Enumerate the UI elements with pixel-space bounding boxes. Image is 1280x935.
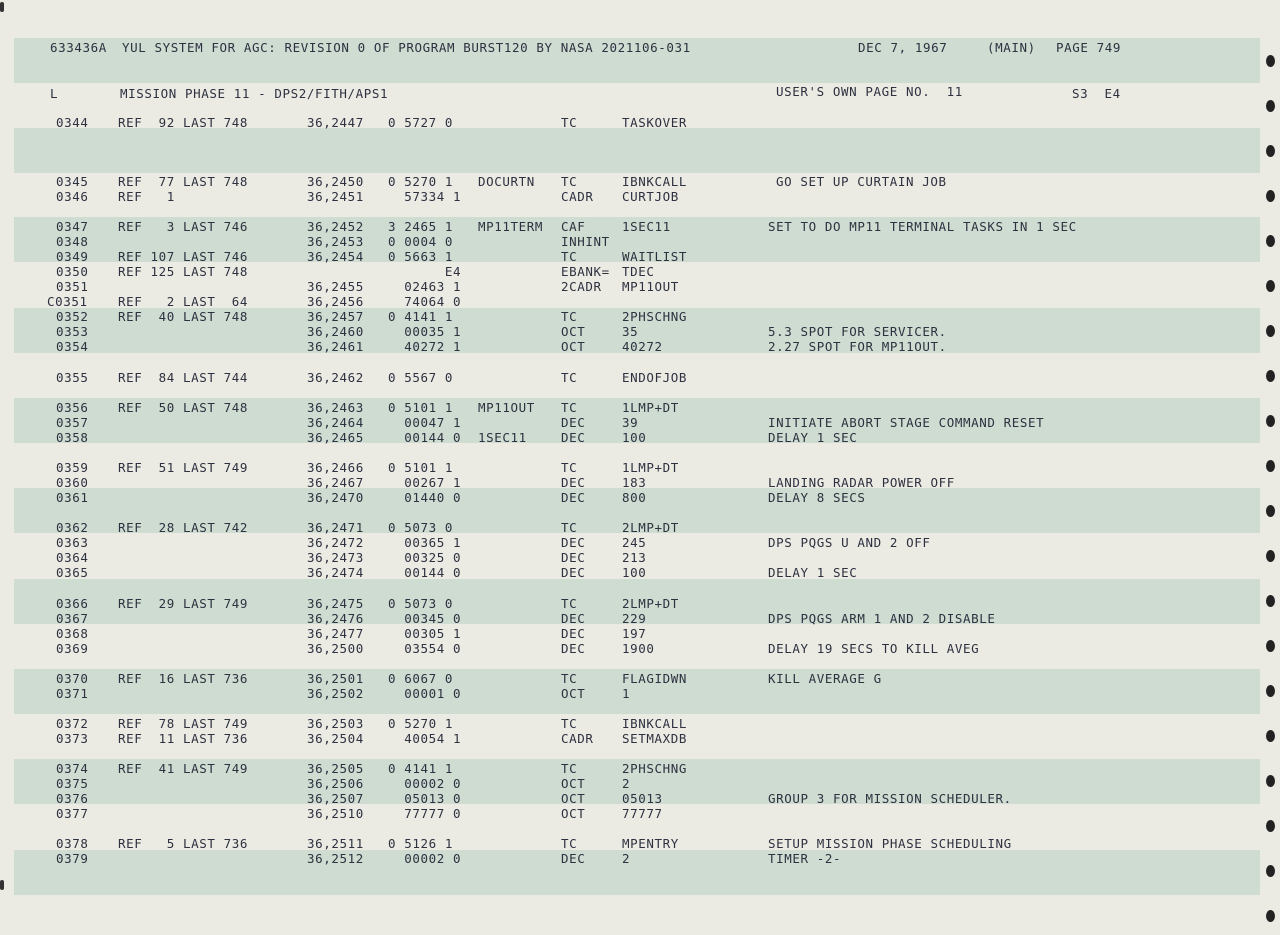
sprocket-hole (1266, 370, 1275, 382)
opcode: DEC (561, 626, 586, 641)
address: 36,2510 (307, 806, 364, 821)
machine-code: 0 6067 0 (388, 671, 454, 686)
line-number: 0362 (56, 520, 89, 535)
ref-info: REF 51 LAST 749 (118, 460, 249, 475)
operand: 1900 (622, 641, 655, 656)
address: 36,2500 (307, 641, 364, 656)
users-page-number: USER'S OWN PAGE NO. 11 (776, 84, 963, 99)
machine-code: E4 (388, 264, 462, 279)
operand: 2LMP+DT (622, 596, 679, 611)
machine-code: 00047 1 (388, 415, 462, 430)
address: 36,2465 (307, 430, 364, 445)
address: 36,2451 (307, 189, 364, 204)
operand: ENDOFJOB (622, 370, 688, 385)
opcode: 2CADR (561, 279, 602, 294)
opcode: TC (561, 115, 578, 130)
opcode: DEC (561, 490, 586, 505)
line-number: 0366 (56, 596, 89, 611)
machine-code: 00305 1 (388, 626, 462, 641)
opcode: TC (561, 309, 578, 324)
opcode: DEC (561, 415, 586, 430)
operand: 35 (622, 324, 639, 339)
ref-info: REF 3 LAST 746 (118, 219, 249, 234)
opcode: OCT (561, 791, 586, 806)
page-title: YUL SYSTEM FOR AGC: REVISION 0 OF PROGRAM BURST120 BY NASA 2021106-031 (122, 40, 691, 55)
operand: MPENTRY (622, 836, 679, 851)
line-number: 0368 (56, 626, 89, 641)
address: 36,2463 (307, 400, 364, 415)
comment: KILL AVERAGE G (768, 671, 882, 686)
sprocket-hole (1266, 775, 1275, 787)
sprocket-hole (1266, 145, 1275, 157)
operand: 2 (622, 851, 631, 866)
opcode: TC (561, 174, 578, 189)
paper-band (14, 850, 1260, 895)
machine-code: 00325 0 (388, 550, 462, 565)
line-number: 0363 (56, 535, 89, 550)
comment: DELAY 8 SECS (768, 490, 866, 505)
machine-code: 00002 0 (388, 851, 462, 866)
ref-info: REF 78 LAST 749 (118, 716, 249, 731)
opcode: CADR (561, 189, 594, 204)
sprocket-hole (1266, 595, 1275, 607)
line-number: 0356 (56, 400, 89, 415)
line-number: 0350 (56, 264, 89, 279)
operand: TASKOVER (622, 115, 688, 130)
listing-id: 633436A (50, 40, 107, 55)
section-code: S3 E4 (1072, 86, 1121, 101)
listing-date: DEC 7, 1967 (858, 40, 948, 55)
opcode: TC (561, 716, 578, 731)
operand: 39 (622, 415, 639, 430)
machine-code: 0 0004 0 (388, 234, 454, 249)
line-number: 0355 (56, 370, 89, 385)
address: 36,2504 (307, 731, 364, 746)
ref-info: REF 77 LAST 748 (118, 174, 249, 189)
operand: 1SEC11 (622, 219, 671, 234)
sprocket-hole (1266, 280, 1275, 292)
address: 36,2453 (307, 234, 364, 249)
opcode: TC (561, 596, 578, 611)
line-number: C0351 (47, 294, 88, 309)
line-number: 0359 (56, 460, 89, 475)
address: 36,2450 (307, 174, 364, 189)
operand: 05013 (622, 791, 663, 806)
operand: 40272 (622, 339, 663, 354)
machine-code: 00002 0 (388, 776, 462, 791)
machine-code: 05013 0 (388, 791, 462, 806)
opcode: DEC (561, 535, 586, 550)
opcode: OCT (561, 806, 586, 821)
line-number: 0369 (56, 641, 89, 656)
address: 36,2477 (307, 626, 364, 641)
machine-code: 0 5101 1 (388, 400, 454, 415)
opcode: OCT (561, 686, 586, 701)
operand: 2LMP+DT (622, 520, 679, 535)
opcode: OCT (561, 339, 586, 354)
machine-code: 0 5567 0 (388, 370, 454, 385)
operand: WAITLIST (622, 249, 688, 264)
opcode: TC (561, 249, 578, 264)
machine-code: 40054 1 (388, 731, 462, 746)
line-number: 0357 (56, 415, 89, 430)
line-number: 0360 (56, 475, 89, 490)
opcode: DEC (561, 430, 586, 445)
comment: DELAY 1 SEC (768, 565, 858, 580)
sprocket-hole (1266, 100, 1275, 112)
address: 36,2467 (307, 475, 364, 490)
address: 36,2456 (307, 294, 364, 309)
comment: DELAY 19 SECS TO KILL AVEG (768, 641, 980, 656)
machine-code: 00144 0 (388, 430, 462, 445)
machine-code: 57334 1 (388, 189, 462, 204)
comment: DPS PQGS ARM 1 AND 2 DISABLE (768, 611, 996, 626)
line-number: 0365 (56, 565, 89, 580)
opcode: TC (561, 400, 578, 415)
opcode: DEC (561, 611, 586, 626)
opcode: DEC (561, 565, 586, 580)
address: 36,2472 (307, 535, 364, 550)
operand: CURTJOB (622, 189, 679, 204)
operand: MP11OUT (622, 279, 679, 294)
opcode: DEC (561, 641, 586, 656)
opcode: TC (561, 520, 578, 535)
machine-code: 0 5663 1 (388, 249, 454, 264)
sprocket-hole (1266, 460, 1275, 472)
address: 36,2507 (307, 791, 364, 806)
line-number: 0344 (56, 115, 89, 130)
machine-code: 03554 0 (388, 641, 462, 656)
operand: IBNKCALL (622, 716, 688, 731)
address: 36,2512 (307, 851, 364, 866)
line-number: 0352 (56, 309, 89, 324)
address: 36,2476 (307, 611, 364, 626)
sprocket-hole (1266, 415, 1275, 427)
line-number: 0376 (56, 791, 89, 806)
sprocket-hole (1266, 55, 1275, 67)
address: 36,2461 (307, 339, 364, 354)
mission-phase: MISSION PHASE 11 - DPS2/FITH/APS1 (120, 86, 389, 101)
line-number: 0379 (56, 851, 89, 866)
opcode: DEC (561, 550, 586, 565)
sprocket-hole (1266, 910, 1275, 922)
ref-info: REF 1 (118, 189, 175, 204)
line-number: 0347 (56, 219, 89, 234)
operand: 1 (622, 686, 631, 701)
machine-code: 02463 1 (388, 279, 462, 294)
ref-info: REF 5 LAST 736 (118, 836, 249, 851)
address: 36,2470 (307, 490, 364, 505)
ref-info: REF 125 LAST 748 (118, 264, 249, 279)
opcode: EBANK= (561, 264, 610, 279)
line-number: 0378 (56, 836, 89, 851)
sprocket-hole (0, 880, 4, 890)
opcode: TC (561, 460, 578, 475)
address: 36,2471 (307, 520, 364, 535)
address: 36,2464 (307, 415, 364, 430)
machine-code: 00267 1 (388, 475, 462, 490)
machine-code: 0 4141 1 (388, 309, 454, 324)
machine-code: 00345 0 (388, 611, 462, 626)
line-number: 0348 (56, 234, 89, 249)
operand: 1LMP+DT (622, 460, 679, 475)
address: 36,2452 (307, 219, 364, 234)
line-number: 0377 (56, 806, 89, 821)
sprocket-hole (1266, 820, 1275, 832)
address: 36,2505 (307, 761, 364, 776)
symbol-label: DOCURTN (478, 174, 535, 189)
symbol-label: MP11OUT (478, 400, 535, 415)
address: 36,2455 (307, 279, 364, 294)
machine-code: 0 5727 0 (388, 115, 454, 130)
ref-info: REF 28 LAST 742 (118, 520, 249, 535)
page-number: PAGE 749 (1056, 40, 1122, 55)
comment: TIMER -2- (768, 851, 842, 866)
operand: IBNKCALL (622, 174, 688, 189)
line-number: 0375 (56, 776, 89, 791)
machine-code: 3 2465 1 (388, 219, 454, 234)
sprocket-hole (1266, 190, 1275, 202)
symbol-label: 1SEC11 (478, 430, 527, 445)
sprocket-hole (1266, 550, 1275, 562)
opcode: TC (561, 370, 578, 385)
opcode: OCT (561, 776, 586, 791)
sprocket-hole (1266, 685, 1275, 697)
ref-info: REF 50 LAST 748 (118, 400, 249, 415)
sprocket-hole (0, 2, 4, 12)
operand: 2PHSCHNG (622, 309, 688, 324)
machine-code: 0 5270 1 (388, 716, 454, 731)
operand: 1LMP+DT (622, 400, 679, 415)
sprocket-hole (1266, 325, 1275, 337)
address: 36,2473 (307, 550, 364, 565)
machine-code: 0 5073 0 (388, 520, 454, 535)
machine-code: 00365 1 (388, 535, 462, 550)
line-number: 0367 (56, 611, 89, 626)
ref-info: REF 40 LAST 748 (118, 309, 249, 324)
listing-type: L (50, 86, 59, 101)
line-number: 0374 (56, 761, 89, 776)
sprocket-hole (1266, 505, 1275, 517)
address: 36,2506 (307, 776, 364, 791)
operand: SETMAXDB (622, 731, 688, 746)
operand: 245 (622, 535, 647, 550)
sprocket-hole (1266, 730, 1275, 742)
address: 36,2457 (307, 309, 364, 324)
operand: 100 (622, 430, 647, 445)
comment: DPS PQGS U AND 2 OFF (768, 535, 931, 550)
operand: 2 (622, 776, 631, 791)
opcode: TC (561, 671, 578, 686)
line-number: 0349 (56, 249, 89, 264)
line-number: 0345 (56, 174, 89, 189)
address: 36,2466 (307, 460, 364, 475)
comment: 2.27 SPOT FOR MP11OUT. (768, 339, 947, 354)
machine-code: 77777 0 (388, 806, 462, 821)
ref-info: REF 84 LAST 744 (118, 370, 249, 385)
line-number: 0346 (56, 189, 89, 204)
opcode: INHINT (561, 234, 610, 249)
operand: 2PHSCHNG (622, 761, 688, 776)
opcode: DEC (561, 851, 586, 866)
ref-info: REF 11 LAST 736 (118, 731, 249, 746)
address: 36,2475 (307, 596, 364, 611)
listing-mode: (MAIN) (987, 40, 1036, 55)
comment: SETUP MISSION PHASE SCHEDULING (768, 836, 1012, 851)
address: 36,2454 (307, 249, 364, 264)
machine-code: 0 5270 1 (388, 174, 454, 189)
opcode: TC (561, 836, 578, 851)
machine-code: 00001 0 (388, 686, 462, 701)
address: 36,2502 (307, 686, 364, 701)
operand: 100 (622, 565, 647, 580)
line-number: 0373 (56, 731, 89, 746)
paper-band (14, 128, 1260, 173)
address: 36,2447 (307, 115, 364, 130)
operand: 197 (622, 626, 647, 641)
opcode: DEC (561, 475, 586, 490)
machine-code: 00144 0 (388, 565, 462, 580)
operand: TDEC (622, 264, 655, 279)
operand: FLAGIDWN (622, 671, 688, 686)
machine-code: 0 5101 1 (388, 460, 454, 475)
ref-info: REF 29 LAST 749 (118, 596, 249, 611)
sprocket-hole (1266, 865, 1275, 877)
operand: 213 (622, 550, 647, 565)
line-number: 0358 (56, 430, 89, 445)
address: 36,2511 (307, 836, 364, 851)
address: 36,2460 (307, 324, 364, 339)
ref-info: REF 16 LAST 736 (118, 671, 249, 686)
line-number: 0372 (56, 716, 89, 731)
opcode: CAF (561, 219, 586, 234)
operand: 183 (622, 475, 647, 490)
address: 36,2503 (307, 716, 364, 731)
opcode: TC (561, 761, 578, 776)
line-number: 0354 (56, 339, 89, 354)
ref-info: REF 92 LAST 748 (118, 115, 249, 130)
machine-code: 01440 0 (388, 490, 462, 505)
comment: INITIATE ABORT STAGE COMMAND RESET (768, 415, 1045, 430)
operand: 77777 (622, 806, 663, 821)
operand: 229 (622, 611, 647, 626)
comment: GO SET UP CURTAIN JOB (776, 174, 947, 189)
ref-info: REF 2 LAST 64 (118, 294, 249, 309)
line-number: 0371 (56, 686, 89, 701)
operand: 800 (622, 490, 647, 505)
symbol-label: MP11TERM (478, 219, 544, 234)
machine-code: 0 5073 0 (388, 596, 454, 611)
comment: 5.3 SPOT FOR SERVICER. (768, 324, 947, 339)
machine-code: 0 4141 1 (388, 761, 454, 776)
comment: LANDING RADAR POWER OFF (768, 475, 955, 490)
line-number: 0361 (56, 490, 89, 505)
line-number: 0351 (56, 279, 89, 294)
ref-info: REF 107 LAST 746 (118, 249, 249, 264)
line-number: 0370 (56, 671, 89, 686)
ref-info: REF 41 LAST 749 (118, 761, 249, 776)
comment: GROUP 3 FOR MISSION SCHEDULER. (768, 791, 1012, 806)
sprocket-hole (1266, 640, 1275, 652)
address: 36,2474 (307, 565, 364, 580)
line-number: 0364 (56, 550, 89, 565)
machine-code: 0 5126 1 (388, 836, 454, 851)
comment: DELAY 1 SEC (768, 430, 858, 445)
opcode: CADR (561, 731, 594, 746)
comment: SET TO DO MP11 TERMINAL TASKS IN 1 SEC (768, 219, 1077, 234)
machine-code: 40272 1 (388, 339, 462, 354)
opcode: OCT (561, 324, 586, 339)
machine-code: 00035 1 (388, 324, 462, 339)
address: 36,2501 (307, 671, 364, 686)
sprocket-hole (1266, 235, 1275, 247)
machine-code: 74064 0 (388, 294, 462, 309)
line-number: 0353 (56, 324, 89, 339)
address: 36,2462 (307, 370, 364, 385)
